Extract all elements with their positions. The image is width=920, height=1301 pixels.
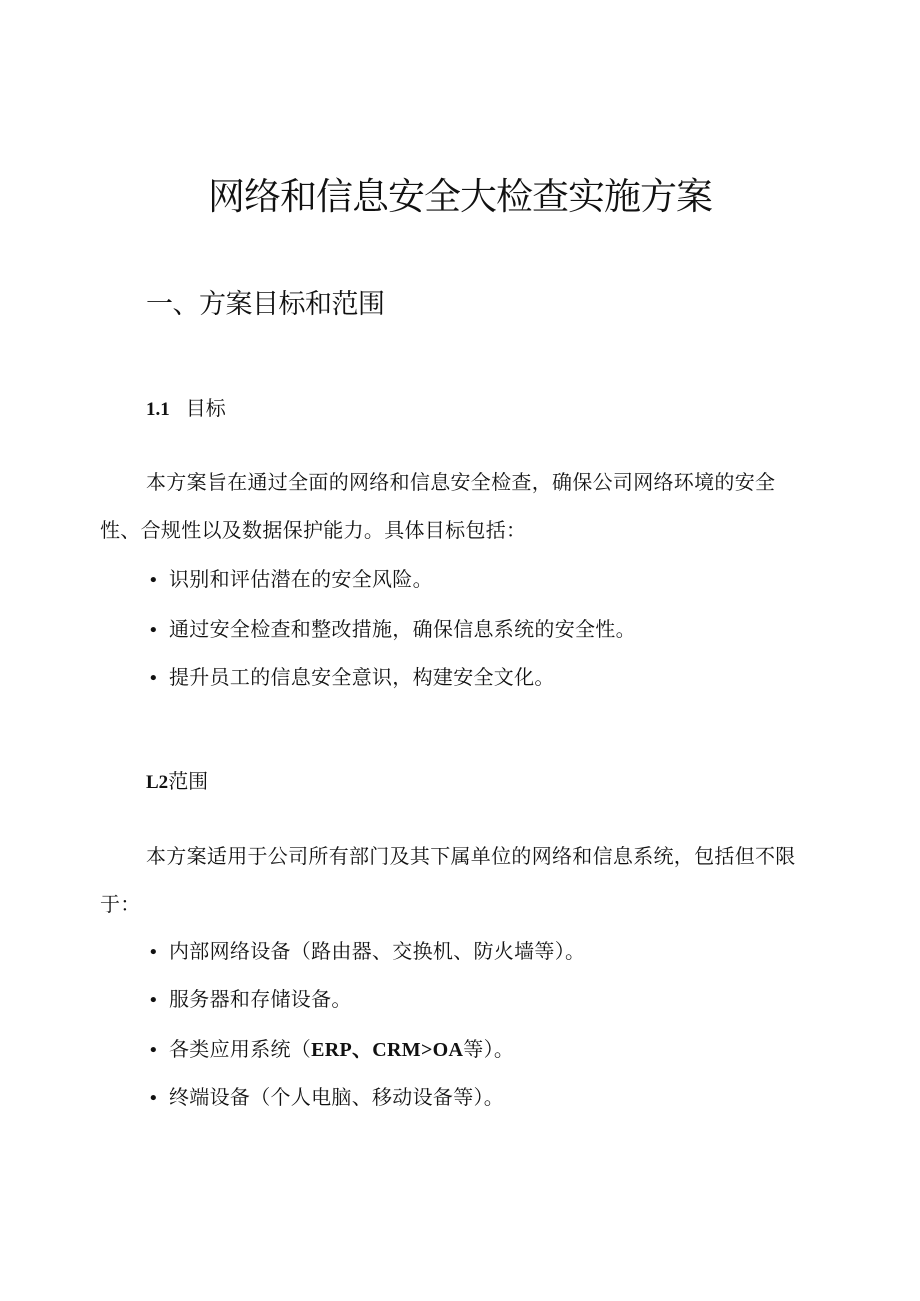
bullet-icon: • (148, 570, 159, 591)
goal-heading-label: 目标 (185, 396, 226, 420)
list-item (148, 984, 352, 1016)
list-item (148, 564, 433, 596)
bullet-icon: • (148, 942, 159, 963)
scope-heading-number: L2 (146, 772, 169, 793)
bullet-icon: • (148, 668, 159, 689)
goal-paragraph: 本方案旨在通过全面的网络和信息安全检查，确保公司网络环境的安全性、合规性以及数据保护能力。具体目标包括： (100, 470, 776, 542)
list-item (148, 1034, 514, 1066)
page-title: 网络和信息安全大检查实施方案 (208, 175, 712, 218)
list-item-text-latin: ERP、CRM>OA (311, 1039, 464, 1061)
list-item-text: 内部网络设备（路由器、交换机、防火墙等）。 (169, 939, 586, 963)
bullet-icon: • (148, 620, 159, 641)
scope-heading (146, 766, 208, 798)
list-item (148, 1082, 504, 1114)
scope-paragraph: 本方案适用于公司所有部门及其下属单位的网络和信息系统，包括但不限于： (100, 844, 796, 916)
scope-heading-label: 范围 (168, 769, 209, 793)
list-item (148, 936, 585, 968)
bullet-icon: • (148, 990, 159, 1011)
list-item-text: 终端设备（个人电脑、移动设备等）。 (169, 1085, 505, 1109)
list-item-text-pre: 各类应用系统（ (169, 1037, 312, 1061)
list-item-text-post: 等）。 (463, 1037, 515, 1061)
list-item-text: 提升员工的信息安全意识，构建安全文化。 (169, 665, 555, 689)
bullet-icon: • (148, 1088, 159, 1109)
goal-heading-number: 1.1 (146, 399, 170, 420)
goal-heading (146, 393, 226, 425)
list-item-text: 服务器和存储设备。 (169, 987, 352, 1011)
list-item (148, 614, 636, 646)
list-item (148, 662, 555, 694)
list-item-text: 识别和评估潜在的安全风险。 (169, 567, 433, 591)
section-heading: 一、方案目标和范围 (146, 289, 385, 320)
bullet-icon: • (148, 1040, 159, 1061)
list-item-text: 通过安全检查和整改措施，确保信息系统的安全性。 (169, 617, 636, 641)
